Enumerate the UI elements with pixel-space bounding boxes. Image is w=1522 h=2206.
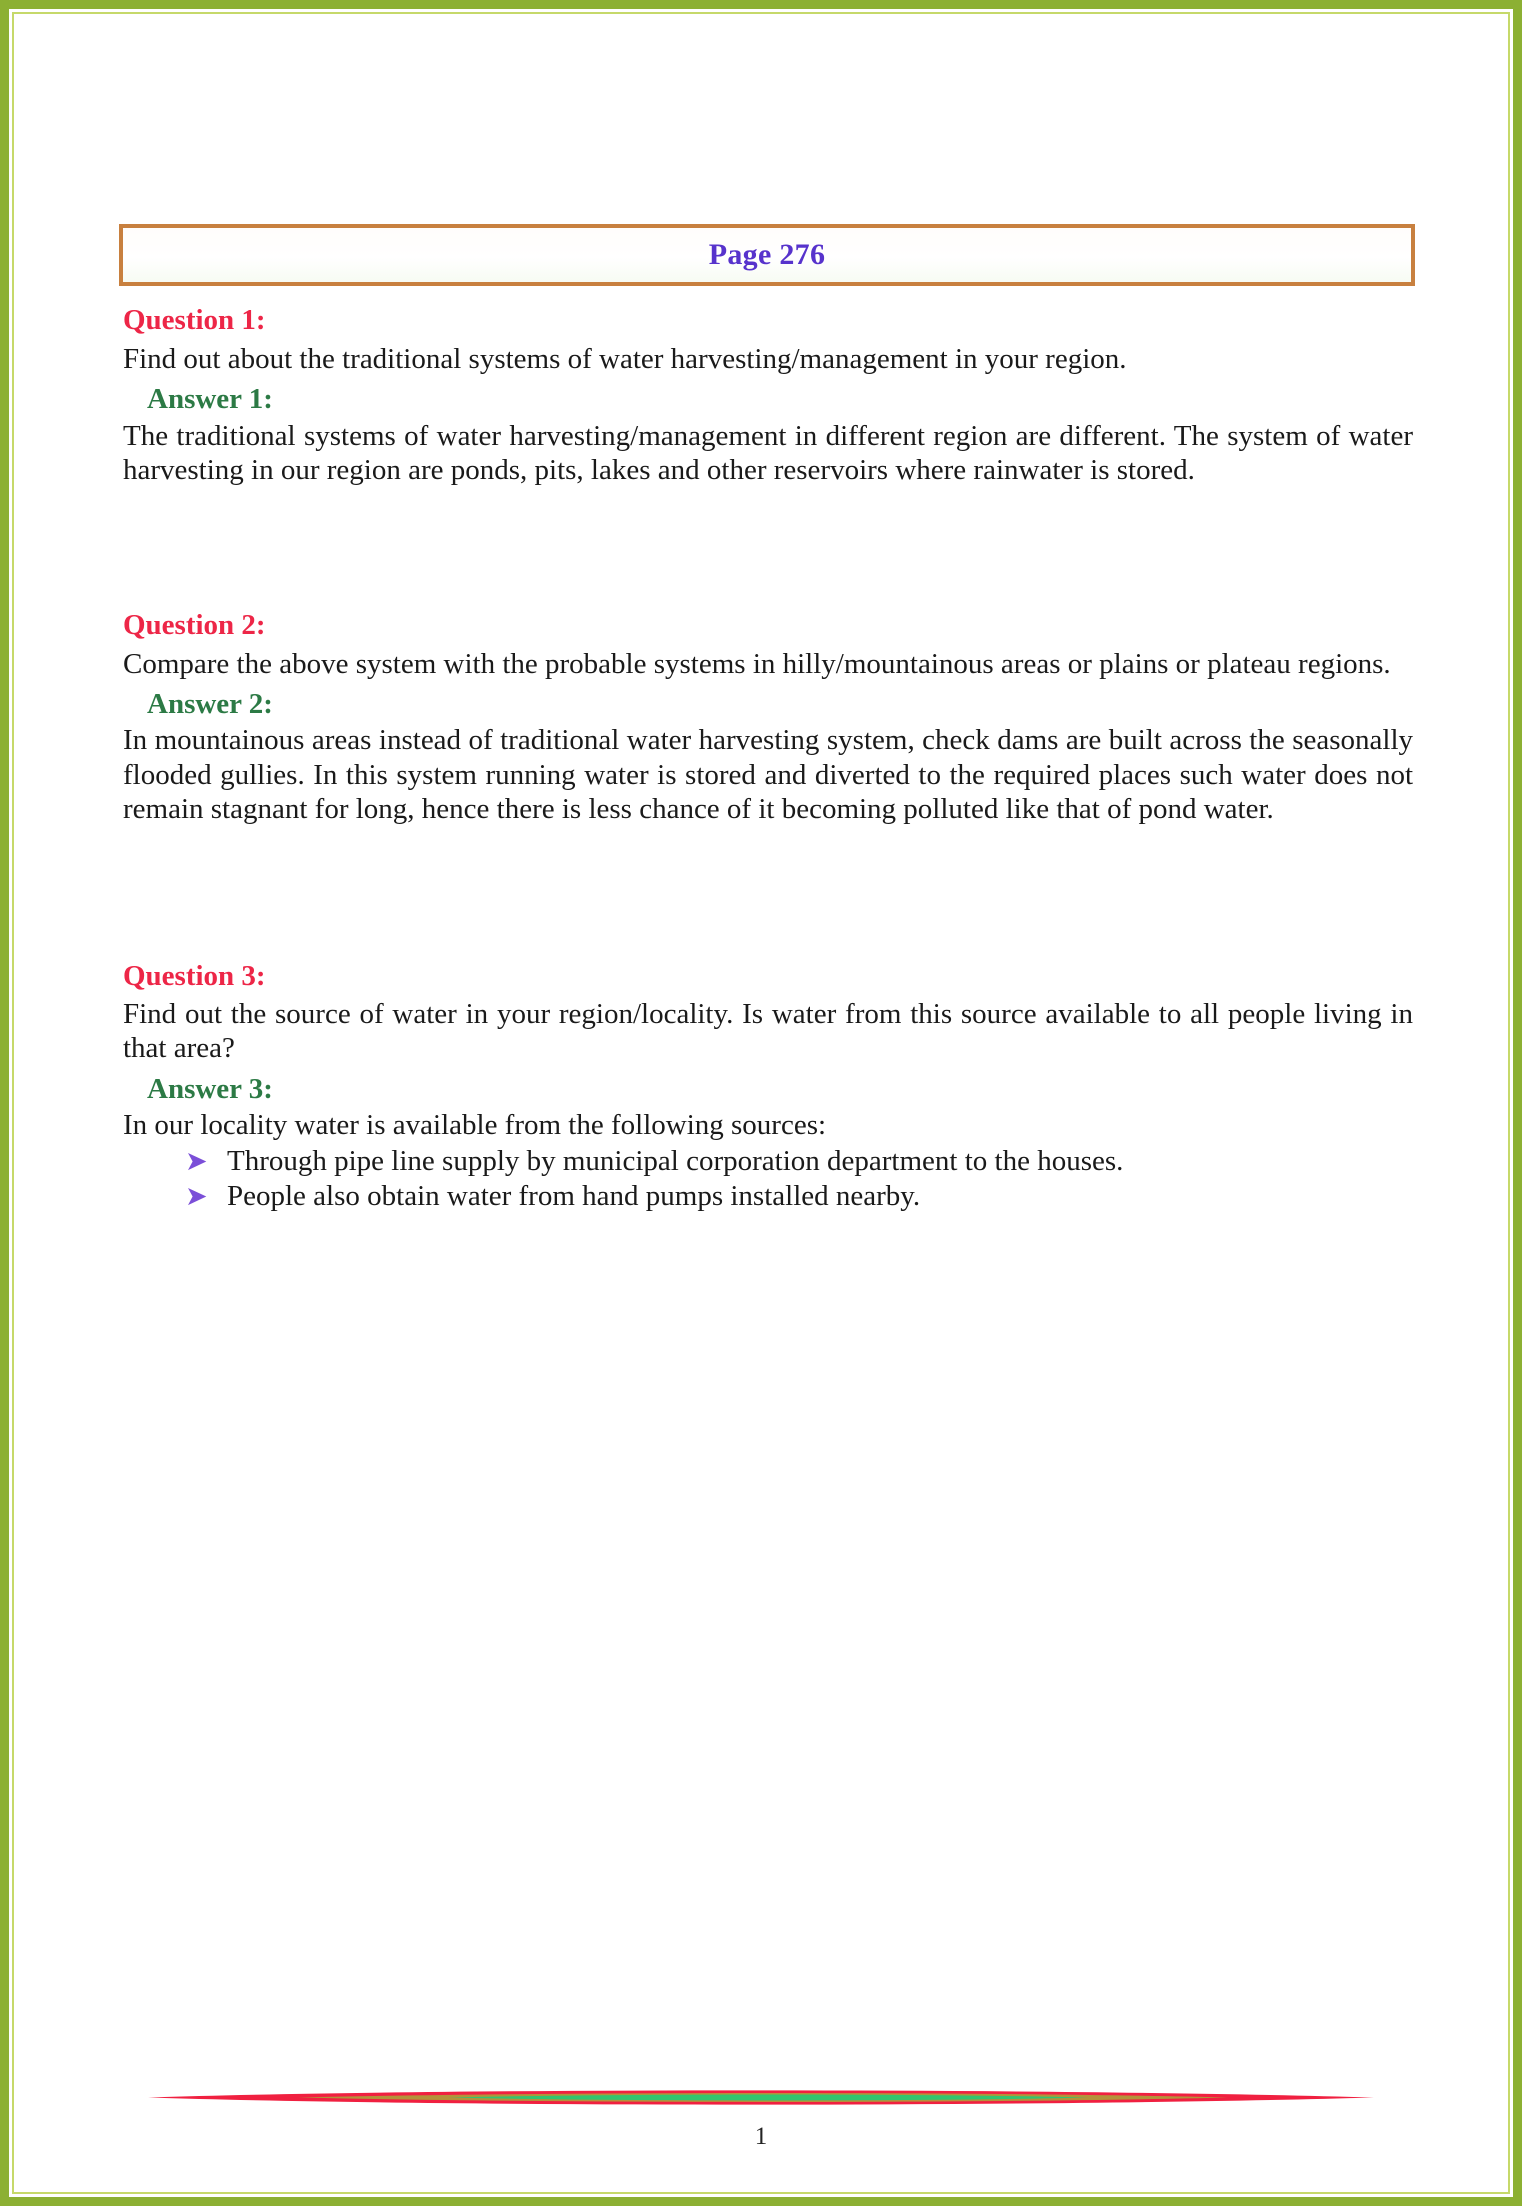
question-text-2: Compare the above system with the probable systems in hilly/mountainous areas or plains or plateau regions. [123, 647, 1391, 680]
answer-label-1: Answer 1: [147, 382, 273, 415]
decorative-divider [148, 2086, 1374, 2108]
arrow-bullet-icon: ➤ [185, 1181, 208, 1212]
qa-block-3 [119, 959, 1415, 1214]
question-label-1: Question 1: [123, 304, 266, 336]
lens-divider-icon [148, 2086, 1374, 2108]
question-label-2: Question 2: [123, 608, 266, 641]
answer-text-3: In our locality water is available from the following sources: [123, 1109, 827, 1142]
list-item [185, 1144, 1410, 1178]
qa-block-2 [119, 608, 1415, 826]
question-label-3: Question 3: [123, 959, 266, 992]
answer-text-2: In mountainous areas instead of traditional water harvesting system, check dams are built across the seasonally flooded gullies. In this system running water is stored and diverted to the required places such water does not remain stagnant for long, hence there is less chance of it becoming polluted like that of pond water. [123, 724, 1413, 825]
page-number: 1 [754, 2123, 768, 2150]
arrow-bullet-icon: ➤ [185, 1146, 208, 1177]
section-spacer-2 [119, 826, 1415, 942]
list-item-label: People also obtain water from hand pumps installed nearby. [227, 1180, 921, 1213]
page-footer [9, 2086, 1513, 2149]
list-item-label: Through pipe line supply by municipal corporation department to the houses. [227, 1145, 1124, 1178]
page-title: Page 276 [708, 238, 826, 271]
answer-text-1: The traditional systems of water harvesting/management in different region are different. The system of water harvesting in our region are ponds, pits, lakes and other reservoirs where rainwater is stored. [123, 419, 1413, 486]
list-item [185, 1179, 1410, 1213]
page-content [119, 224, 1415, 1215]
water-source-list [119, 1144, 1415, 1213]
page-header-box [119, 224, 1415, 286]
answer-label-2: Answer 2: [147, 687, 273, 720]
qa-block-1 [119, 303, 1415, 487]
question-text-3: Find out the source of water in your region/locality. Is water from this source available to all people living in that area? [123, 998, 1413, 1065]
answer-label-3: Answer 3: [147, 1072, 273, 1105]
section-spacer-1 [119, 487, 1415, 591]
question-text-1: Find out about the traditional systems of water harvesting/management in your region. [123, 342, 1127, 375]
